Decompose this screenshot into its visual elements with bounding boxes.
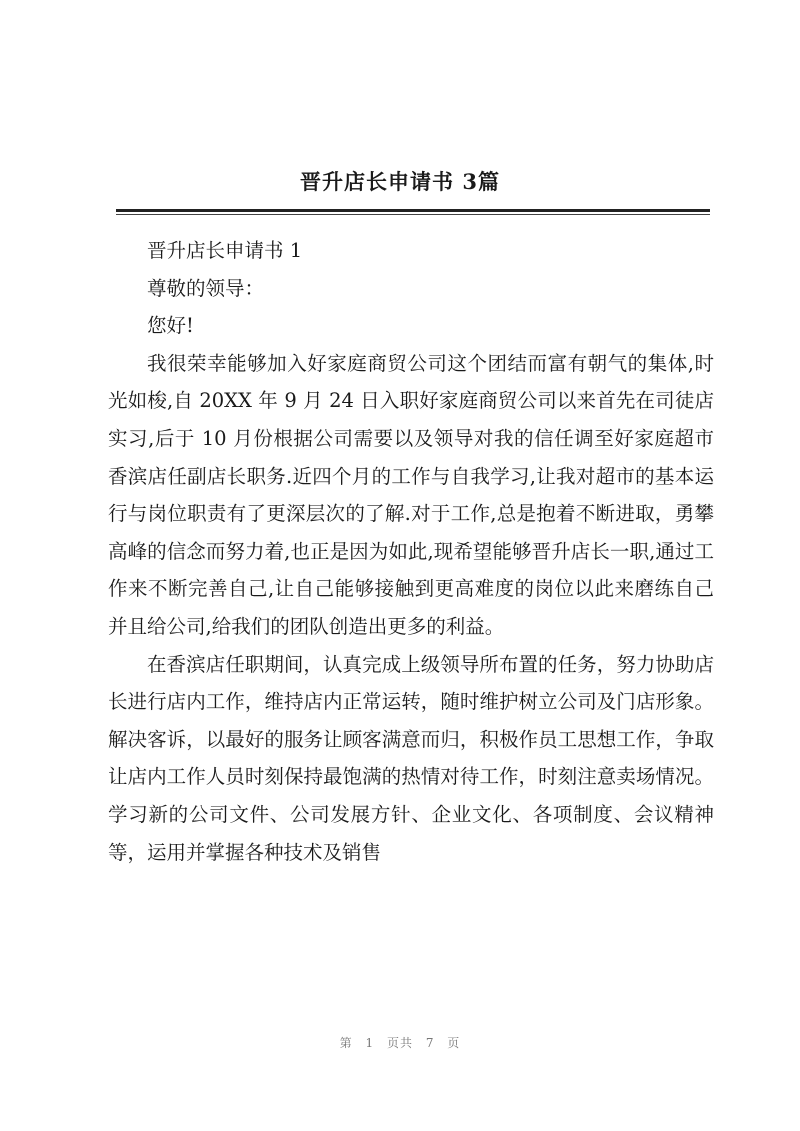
footer-prefix: 第	[339, 1036, 353, 1050]
footer-suffix: 页	[447, 1036, 461, 1050]
title-divider-thin	[116, 214, 710, 215]
footer-current-page: 1	[365, 1036, 375, 1050]
page-footer	[0, 1034, 800, 1051]
footer-total-pages: 7	[425, 1036, 435, 1050]
greeting: 您好!	[147, 314, 194, 338]
document-title: 晋升店长申请书 3篇	[300, 169, 500, 194]
body-paragraph: 我很荣幸能够加入好家庭商贸公司这个团结而富有朝气的集体,时光如梭,自 20XX 年 9 月 24 日入职好家庭商贸公司以来首先在司徒店实习,后于 10 月份根据公司需要以及领导对我的信任调至好家庭超市香滨店任副店长职务.近四个月的工作与自我学习,让我对超市的基本运行与岗位职责有了更深层次的了解.对于工作,总是抱着不断进取，勇攀高峰的信念而努力着,也正是因为如此,现希望能够晋升店长一职,通过工作来不断完善自己,让自己能够接触到更高难度的岗位以此来磨练自己并且给公司,给我们的团队创造出更多的利益。	[108, 351, 714, 638]
salutation: 尊敬的领导：	[147, 276, 265, 300]
document-body	[108, 232, 714, 871]
title-divider	[116, 209, 710, 212]
section-heading: 晋升店长申请书 1	[147, 239, 303, 262]
footer-mid: 页共	[386, 1036, 413, 1050]
body-paragraph: 在香滨店任职期间，认真完成上级领导所布置的任务，努力协助店长进行店内工作，维持店内正常运转，随时维护树立公司及门店形象。解决客诉，以最好的服务让顾客满意而归，积极作员工思想工作，争取让店内工作人员时刻保持最饱满的热情对待工作，时刻注意卖场情况。学习新的公司文件、公司发展方针、企业文化、各项制度、会议精神等，运用并掌握各种技术及销售	[108, 652, 714, 864]
